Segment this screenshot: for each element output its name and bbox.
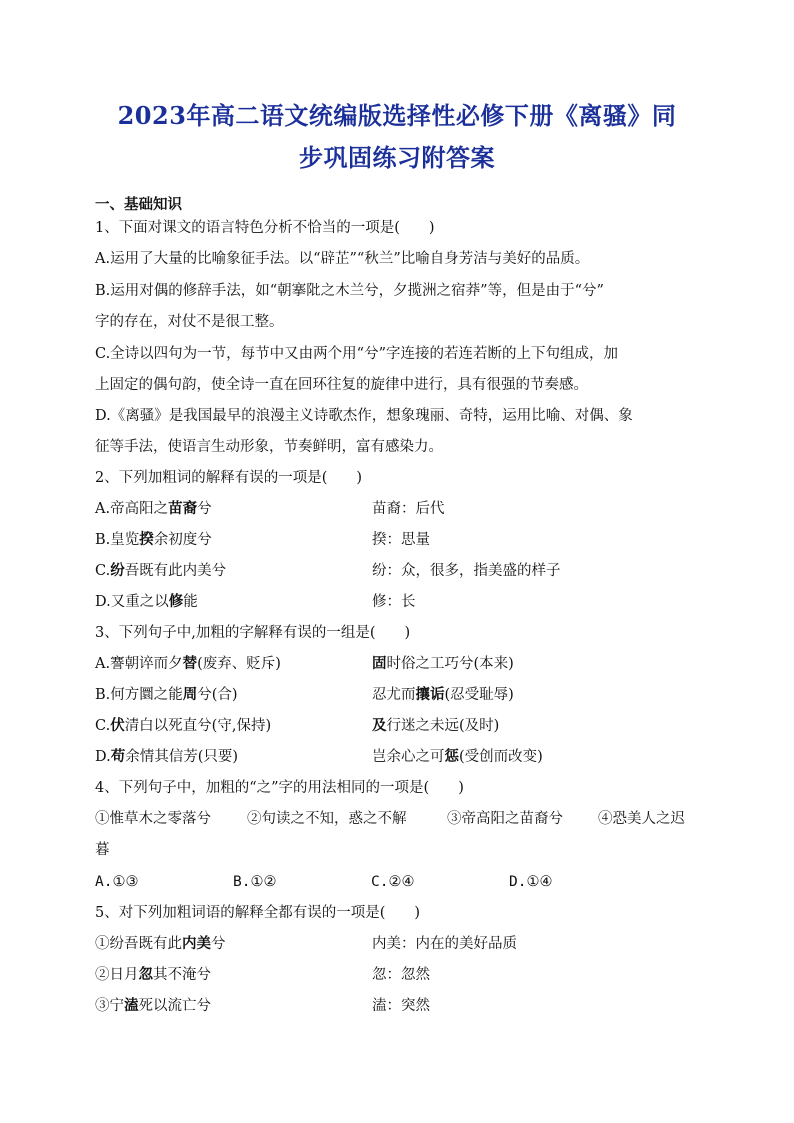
q4-sentence-4-continued: 暮	[95, 842, 110, 858]
q3-option-c-left: C.伏清白以死直兮(守,保持)	[95, 717, 272, 734]
q3-option-a-left: A.謇朝谇而夕替(废弃、贬斥)	[95, 655, 281, 672]
q4-choice-c: C.②④	[371, 874, 415, 890]
q3-option-c-right: 及行迷之未远(及时)	[372, 717, 500, 734]
q4-choice-b: B.①②	[233, 874, 277, 890]
q1-option-b-line1: B.运用对偶的修辞手法，如“朝搴阰之木兰兮，夕揽洲之宿莽”等，但是由于“兮”	[95, 283, 604, 299]
document-title-line-2: 步巩固练习附答案	[299, 143, 495, 172]
q5-item-1: ①纷吾既有此内美兮	[95, 935, 226, 952]
q2-explanation-c: 纷：众，很多，指美盛的样子	[372, 563, 561, 579]
q2-option-b: B.皇览揆余初度兮	[95, 531, 212, 548]
q3-option-b-right: 忍尤而攘诟(忍受耻辱)	[372, 686, 514, 703]
q3-option-a-right: 固时俗之工巧兮(本来)	[372, 655, 514, 672]
q2-stem: 2、下列加粗词的解释有误的一项是( )	[95, 470, 363, 486]
q1-option-d-line2: 征等手法，使语言生动形象，节奏鲜明，富有感染力。	[95, 439, 443, 455]
q5-stem: 5、对下列加粗词语的解释全都有误的一项是( )	[95, 905, 421, 921]
q4-sentence-2: ②句读之不知，惑之不解	[247, 811, 407, 827]
q3-stem: 3、下列句子中,加粗的字解释有误的一组是( )	[95, 625, 411, 641]
q1-option-b-line2: 字的存在，对仗不是很工整。	[95, 314, 284, 330]
q2-explanation-b: 揆：思量	[372, 532, 430, 548]
q5-explanation-2: 忽：忽然	[372, 967, 430, 983]
q1-option-c-line1: C.全诗以四句为一节，每节中又由两个用“兮”字连接的若连若断的上下句组成，加	[95, 346, 619, 362]
q5-item-3: ③宁溘死以流亡兮	[95, 997, 211, 1014]
q3-option-d-right: 岂余心之可惩(受创而改变)	[372, 748, 543, 765]
q4-sentence-1: ①惟草木之零落兮	[95, 811, 211, 827]
q2-option-d: D.又重之以修能	[95, 593, 198, 610]
q5-explanation-1: 内美：内在的美好品质	[372, 936, 517, 952]
q4-sentence-4: ④恐美人之迟	[598, 811, 685, 827]
document-title-line-1: 2023年高二语文统编版选择性必修下册《离骚》同	[117, 101, 677, 130]
q2-explanation-d: 修：长	[372, 594, 416, 610]
q1-option-d-line1: D.《离骚》是我国最早的浪漫主义诗歌杰作，想象瑰丽、奇特，运用比喻、对偶、象	[95, 408, 633, 424]
q2-explanation-a: 苗裔：后代	[372, 501, 445, 517]
q5-item-2: ②日月忽其不淹兮	[95, 966, 211, 983]
q1-option-c-line2: 上固定的偶句韵，使全诗一直在回环往复的旋律中进行，具有很强的节奏感。	[95, 377, 588, 393]
q3-option-d-left: D.苟余情其信芳(只要)	[95, 748, 239, 765]
q4-choice-a: A.①③	[95, 874, 139, 890]
q5-explanation-3: 溘：突然	[372, 998, 430, 1014]
q4-choice-d: D.①④	[509, 874, 553, 890]
q2-option-c: C.纷吾既有此内美兮	[95, 562, 227, 579]
q4-sentence-3: ③帝高阳之苗裔兮	[447, 811, 563, 827]
q1-option-a: A.运用了大量的比喻象征手法。以“辟芷”“秋兰”比喻自身芳洁与美好的品质。	[95, 251, 590, 267]
q4-stem: 4、下列句子中，加粗的“之”字的用法相同的一项是( )	[95, 780, 464, 796]
section-heading: 一、基础知识	[95, 196, 182, 213]
q3-option-b-left: B.何方圜之能周兮(合)	[95, 686, 238, 703]
q1-stem: 1、下面对课文的语言特色分析不恰当的一项是( )	[95, 220, 435, 236]
q2-option-a: A.帝高阳之苗裔兮	[95, 500, 212, 517]
